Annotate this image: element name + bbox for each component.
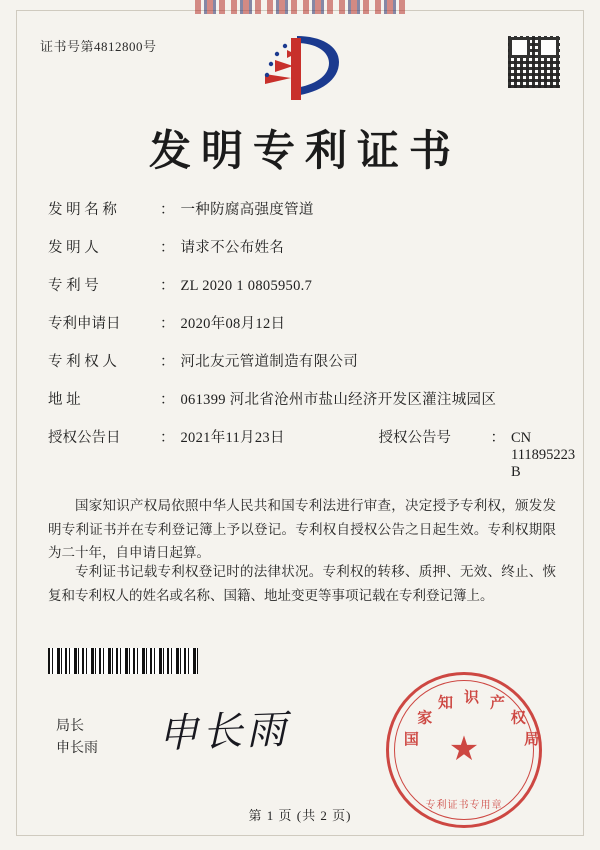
field-label: 发 明 人 xyxy=(48,240,99,256)
field-label: 发 明 名 称 xyxy=(48,202,117,218)
director-title-label: 局长 xyxy=(56,719,84,734)
field-row-application-date xyxy=(48,312,556,333)
field-value: 一种防腐高强度管道 xyxy=(180,202,314,218)
director-name: 申长雨 xyxy=(56,741,98,757)
field-row-invention-name xyxy=(48,198,556,219)
field-row-grant-announcement xyxy=(48,426,576,481)
qr-code xyxy=(508,36,560,88)
field-row-address xyxy=(48,388,556,409)
field-colon: ： xyxy=(160,240,175,256)
seal-ring-text: 国 家 知 识 产 权 局 xyxy=(403,690,540,749)
field-colon: ： xyxy=(160,316,175,332)
cnipa-logo-icon xyxy=(235,30,365,108)
field-row-inventor xyxy=(48,236,556,257)
field-label: 地 址 xyxy=(48,392,81,408)
field-label-grant-date: 授权公告日 xyxy=(48,430,121,446)
field-label: 专利申请日 xyxy=(48,316,121,332)
field-colon: ： xyxy=(160,354,175,370)
ornament-band xyxy=(195,0,405,14)
field-colon: ： xyxy=(160,430,175,446)
field-value: ZL 2020 1 0805950.7 xyxy=(180,278,313,294)
field-colon: ： xyxy=(490,430,505,446)
field-value: 请求不公布姓名 xyxy=(180,240,285,256)
field-list xyxy=(48,198,576,498)
field-value-grant-number: CN 111895223 B xyxy=(511,430,576,480)
field-colon: ： xyxy=(160,278,175,294)
signature-block xyxy=(56,716,98,761)
certificate-number: 证书号第4812800号 xyxy=(40,39,157,54)
field-label: 专 利 权 人 xyxy=(48,354,117,370)
field-label: 专 利 号 xyxy=(48,278,99,294)
field-value: 河北友元管道制造有限公司 xyxy=(180,354,359,370)
field-colon: ： xyxy=(160,392,175,408)
body-paragraph-2: 专利证书记载专利权登记时的法律状况。专利权的转移、质押、无效、终止、恢复和专利权人的姓名或名称、国籍、地址变更等事项记载在专利登记簿上。 xyxy=(48,564,556,603)
seal-bottom-text: 专利证书专用章 xyxy=(425,800,503,811)
field-row-patentee xyxy=(48,350,556,371)
barcode xyxy=(48,648,198,674)
handwritten-signature: 申长雨 xyxy=(157,706,291,757)
field-row-patent-number xyxy=(48,274,556,295)
body-paragraph-1: 国家知识产权局依照中华人民共和国专利法进行审查，决定授予专利权，颁发发明专利证书并在专利登记簿上予以登记。专利权自授权公告之日起生效。专利权期限为二十年，自申请日起算。 xyxy=(48,498,556,561)
field-colon: ： xyxy=(160,202,175,218)
field-value: 2020年08月12日 xyxy=(180,316,286,332)
page-title: 发明专利证书 xyxy=(148,129,461,175)
seal-star-icon: ★ xyxy=(448,731,480,768)
field-value: 061399 河北省沧州市盐山经济开发区灌注城园区 xyxy=(180,392,497,408)
field-label-grant-number: 授权公告号 xyxy=(378,430,451,446)
page-footer: 第 1 页 (共 2 页) xyxy=(248,808,352,823)
field-value-grant-date: 2021年11月23日 xyxy=(180,430,285,446)
top-ornament xyxy=(0,0,600,16)
